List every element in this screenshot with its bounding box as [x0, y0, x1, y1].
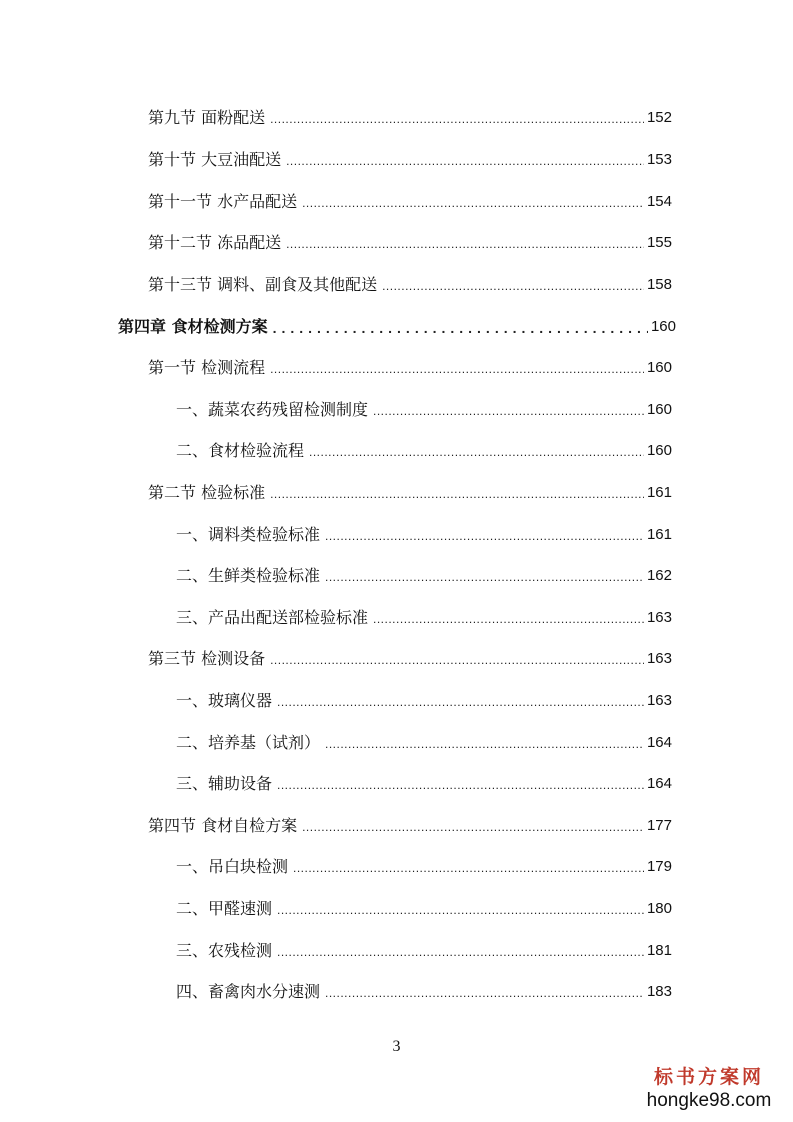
toc-entry[interactable]: [176, 978, 672, 1002]
toc-entry-label: 第十三节 调料、副食及其他配送: [148, 275, 378, 294]
dot-leader: [373, 610, 644, 628]
toc-entry-page: 158: [646, 276, 672, 293]
toc-entry-label: 第四章 食材检测方案: [118, 317, 268, 336]
toc-entry-page: 163: [646, 692, 672, 709]
toc-entry-page: 181: [646, 942, 672, 959]
dot-leader: [270, 485, 644, 503]
toc-entry-page: 161: [646, 484, 672, 501]
dot-leader: [286, 235, 644, 253]
dot-leader: [302, 194, 644, 212]
toc-entry-page: 160: [646, 442, 672, 459]
toc-entry[interactable]: [176, 853, 672, 877]
toc-entry-page: 177: [646, 817, 672, 834]
toc-entry[interactable]: [176, 770, 672, 794]
toc-entry-label: 一、调料类检验标准: [176, 525, 321, 544]
toc-entry-label: 二、甲醛速测: [176, 899, 273, 918]
dot-leader: [270, 360, 644, 378]
toc-entry-label: 第四节 食材自检方案: [148, 816, 298, 835]
toc-entry-label: 一、吊白块检测: [176, 857, 289, 876]
dot-leader: [270, 110, 644, 128]
toc-entry-label: 第三节 检测设备: [148, 649, 266, 668]
toc-entry-page: 160: [646, 401, 672, 418]
toc-entry-label: 第二节 检验标准: [148, 483, 266, 502]
dot-leader: [286, 152, 644, 170]
toc-entry-page: 152: [646, 109, 672, 126]
toc-entry[interactable]: [148, 812, 672, 836]
toc-entry[interactable]: [148, 271, 672, 295]
toc-entry[interactable]: [148, 104, 672, 128]
toc-entry-label: 二、培养基（试剂）: [176, 733, 321, 752]
toc-entry[interactable]: [176, 437, 672, 461]
toc-entry[interactable]: [176, 729, 672, 753]
toc-entry[interactable]: [176, 521, 672, 545]
toc-entry[interactable]: [148, 479, 672, 503]
toc-entry[interactable]: [176, 396, 672, 420]
dot-leader: [382, 277, 644, 295]
toc-entry-page: 161: [646, 526, 672, 543]
toc-entry-page: 162: [646, 567, 672, 584]
watermark-logo-text: 标书方案网: [653, 1066, 764, 1088]
toc-entry-page: 179: [646, 858, 672, 875]
toc-entry-label: 第九节 面粉配送: [148, 108, 266, 127]
toc-entry-page: 163: [646, 650, 672, 667]
dot-leader: [270, 651, 644, 669]
toc-entry-page: 154: [646, 193, 672, 210]
toc-entry[interactable]: [148, 229, 672, 253]
toc-entry-label: 一、蔬菜农药残留检测制度: [176, 400, 369, 419]
dot-leader: [277, 693, 644, 711]
toc-entry-label: 四、畜禽肉水分速测: [176, 982, 321, 1001]
dot-leader: [309, 443, 644, 461]
toc-entry[interactable]: [176, 687, 672, 711]
dot-leader: [325, 984, 644, 1002]
toc-entry[interactable]: [148, 354, 672, 378]
dot-leader: [325, 735, 644, 753]
toc-entry[interactable]: [176, 604, 672, 628]
toc-entry-label: 第十节 大豆油配送: [148, 150, 282, 169]
toc-entry-page: 155: [646, 234, 672, 251]
toc-entry-page: 160: [646, 359, 672, 376]
toc-entry[interactable]: [148, 645, 672, 669]
watermark-url: hongke98.com: [646, 1090, 772, 1111]
toc-entry-label: 二、食材检验流程: [176, 441, 305, 460]
toc-entry-page: 163: [646, 609, 672, 626]
toc-entry-label: 三、辅助设备: [176, 774, 273, 793]
page-number: 3: [392, 1038, 401, 1055]
toc-entry[interactable]: [176, 937, 672, 961]
toc-entry[interactable]: [148, 188, 672, 212]
toc-entry-label: 一、玻璃仪器: [176, 691, 273, 710]
toc-entry-label: 第一节 检测流程: [148, 358, 266, 377]
toc-entry[interactable]: [176, 895, 672, 919]
toc-entry-page: 164: [646, 734, 672, 751]
toc-entry-page: 183: [646, 983, 672, 1000]
toc-entry-label: 三、产品出配送部检验标准: [176, 608, 369, 627]
toc-entry[interactable]: [176, 562, 672, 586]
toc-entry-page: 160: [650, 318, 676, 335]
dot-leader: [293, 859, 644, 877]
toc-entry-label: 第十二节 冻品配送: [148, 233, 282, 252]
dot-leader: [302, 818, 644, 836]
toc-entry[interactable]: [148, 146, 672, 170]
toc-entry-label: 三、农残检测: [176, 941, 273, 960]
dot-leader: [277, 901, 644, 919]
toc-entry-page: 164: [646, 775, 672, 792]
site-watermark: [639, 1065, 779, 1113]
dot-leader: [325, 527, 644, 545]
dot-leader: [273, 319, 648, 337]
dot-leader: [373, 402, 644, 420]
dot-leader: [325, 568, 644, 586]
dot-leader: [277, 776, 644, 794]
dot-leader: [277, 943, 644, 961]
toc-entry-label: 第十一节 水产品配送: [148, 192, 298, 211]
toc-chapter-entry[interactable]: [118, 313, 676, 337]
toc-entry-label: 二、生鲜类检验标准: [176, 566, 321, 585]
toc-entry-page: 180: [646, 900, 672, 917]
toc-entry-page: 153: [646, 151, 672, 168]
